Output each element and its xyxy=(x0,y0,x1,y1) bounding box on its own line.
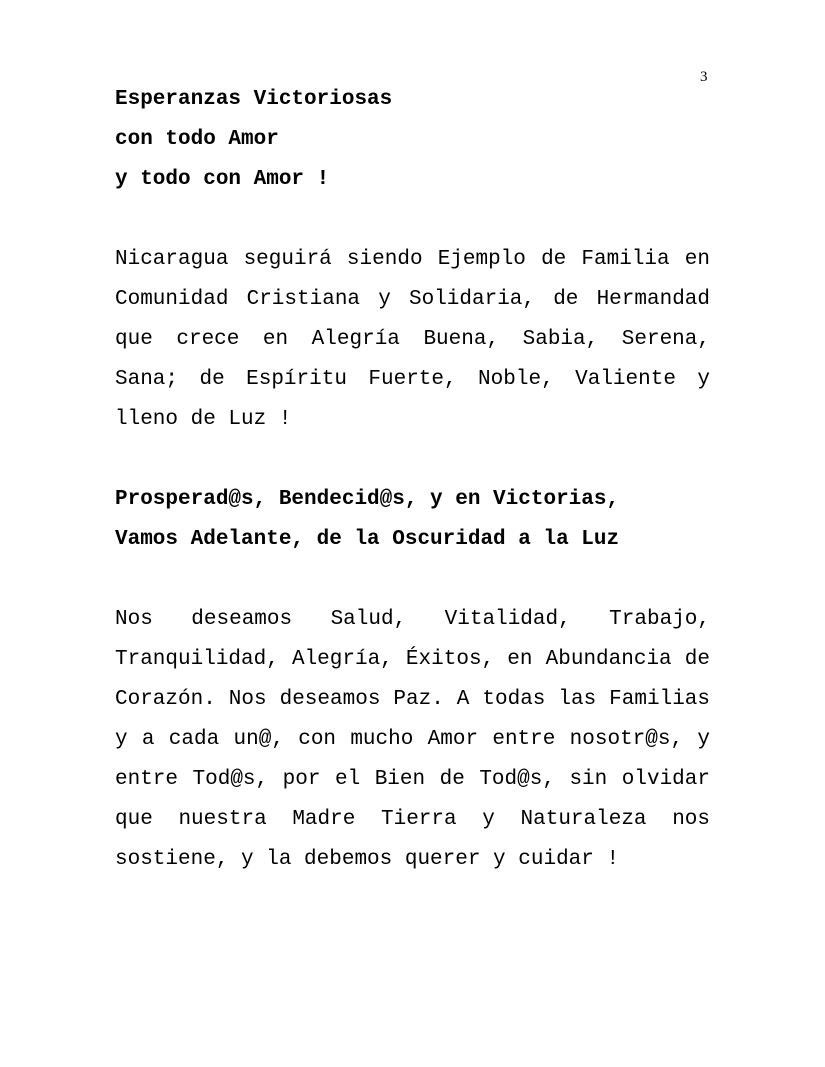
heading-line: Prosperad@s, Bendecid@s, y en Victorias, xyxy=(115,488,620,511)
spacer xyxy=(115,200,710,240)
paragraph-deseos: Nos deseamos Salud, Vitalidad, Trabajo, Tranquilidad, Alegría, Éxitos, en Abundancia de Corazón. Nos deseamos Paz. A todas las Familias y a cada un@, con mucho Amor entre nosotr@s, y entre Tod@s, por el Bien de Tod@s, sin olvidar que nuestra Madre Tierra y Naturaleza nos sostiene, y la debemos querer y cuidar ! xyxy=(115,608,710,871)
heading-prosperados xyxy=(115,480,710,560)
heading-line: y todo con Amor ! xyxy=(115,168,330,191)
heading-esperanzas xyxy=(115,80,710,200)
spacer xyxy=(115,440,710,480)
document-body xyxy=(115,80,710,880)
heading-line: con todo Amor xyxy=(115,128,279,151)
page-number: 3 xyxy=(700,69,708,85)
heading-line: Esperanzas Victoriosas xyxy=(115,88,393,111)
paragraph-nicaragua: Nicaragua seguirá siendo Ejemplo de Familia en Comunidad Cristiana y Solidaria, de Hermandad que crece en Alegría Buena, Sabia, Serena, Sana; de Espíritu Fuerte, Noble, Valiente y lleno de Luz ! xyxy=(115,248,710,431)
spacer xyxy=(115,560,710,600)
heading-line: Vamos Adelante, de la Oscuridad a la Luz xyxy=(115,528,620,551)
